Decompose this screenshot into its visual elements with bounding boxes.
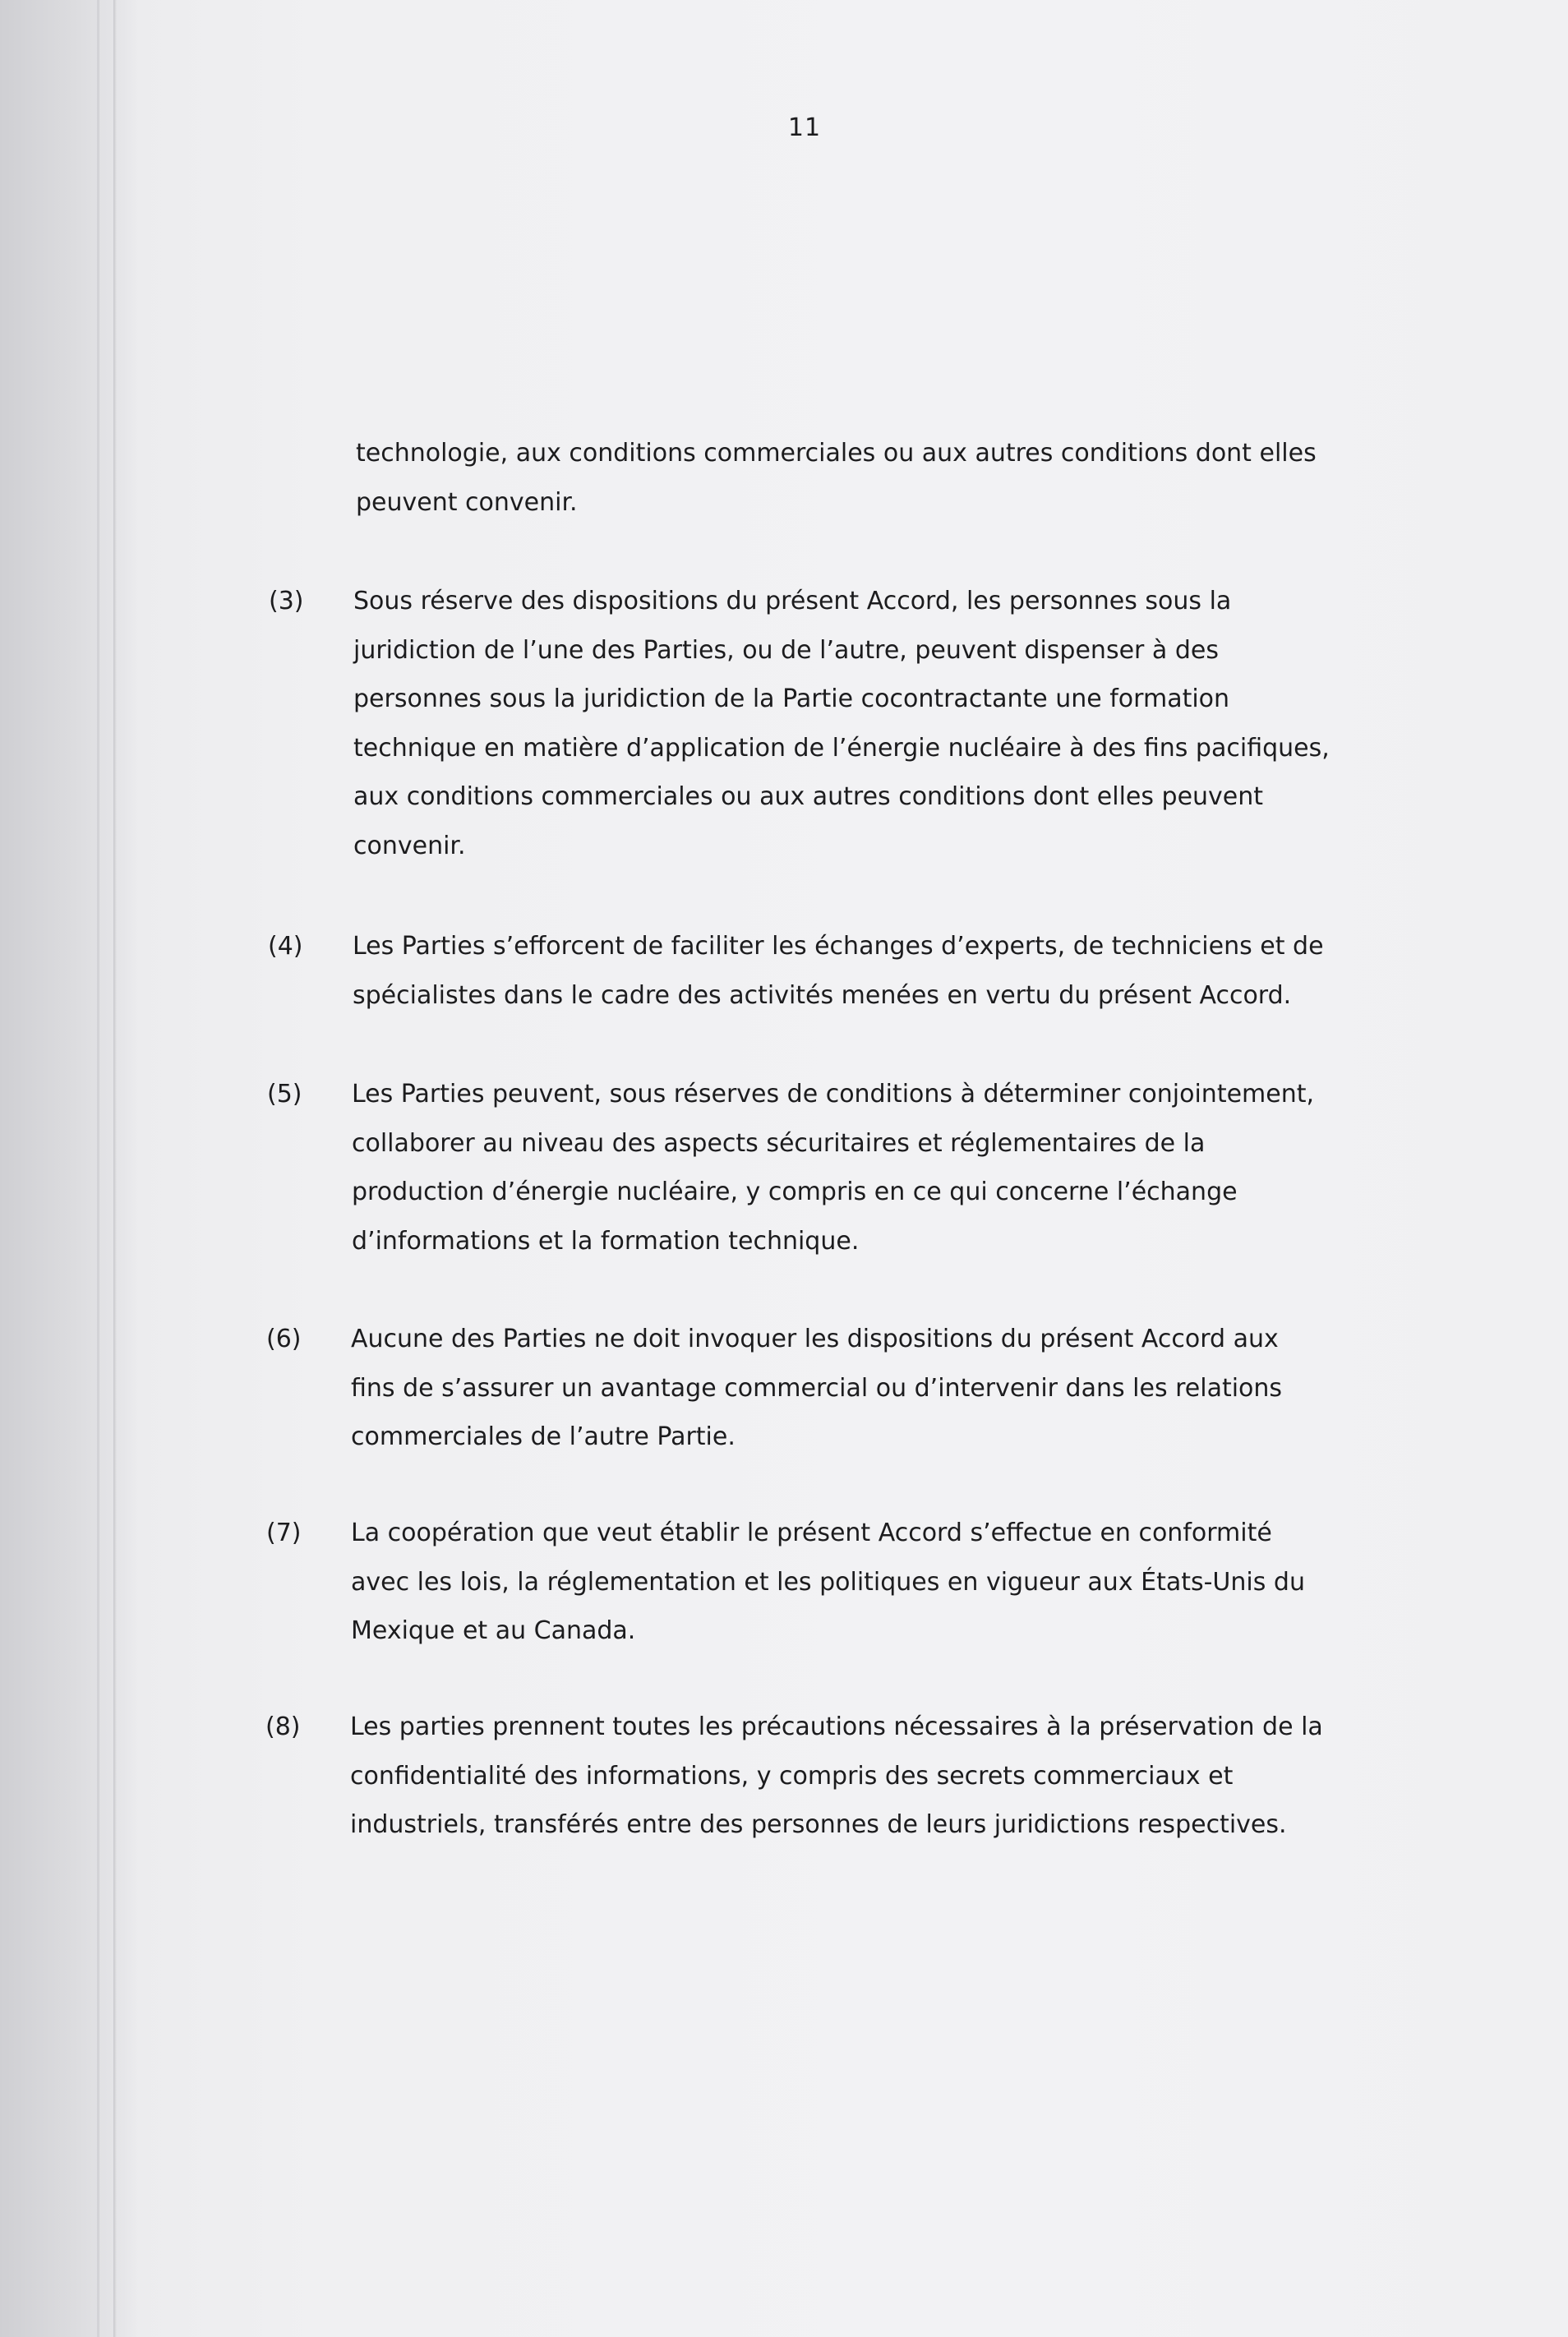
paragraph-body bbox=[352, 1070, 1412, 1265]
text-line: Mexique et au Canada. bbox=[351, 1616, 636, 1645]
text-line: La coopération que veut établir le présent Accord s’effectue en conformité bbox=[351, 1519, 1272, 1547]
text-line: collaborer au niveau des aspects sécuritaires et réglementaires de la bbox=[352, 1128, 1206, 1158]
text-line: juridiction de l’une des Parties, ou de l’autre, peuvent dispenser à des bbox=[353, 635, 1219, 665]
page-number: 11 bbox=[787, 113, 822, 142]
binding-fold-shadow bbox=[113, 0, 117, 2337]
text-line: peuvent convenir. bbox=[356, 487, 578, 517]
text-line: convenir. bbox=[353, 831, 466, 860]
paragraph-number: (7) bbox=[266, 1519, 302, 1547]
paragraph-number: (4) bbox=[268, 932, 303, 961]
text-line: fins de s’assurer un avantage commercial ou d’intervenir dans les relations bbox=[351, 1373, 1283, 1403]
paragraph-body bbox=[353, 922, 1413, 1020]
paragraph-body bbox=[356, 429, 1416, 527]
paragraph-number: (3) bbox=[269, 587, 304, 615]
text-line: d’informations et la formation technique. bbox=[352, 1226, 860, 1256]
text-line: aux conditions commerciales ou aux autres conditions dont elles peuvent bbox=[353, 782, 1264, 811]
text-line: Les parties prennent toutes les précautions nécessaires à la préservation de la bbox=[350, 1712, 1323, 1741]
binding-spine bbox=[0, 0, 140, 2337]
paragraph-number: (6) bbox=[266, 1325, 302, 1353]
text-line: personnes sous la juridiction de la Partie cocontractante une formation bbox=[353, 685, 1230, 713]
paragraph-body bbox=[351, 1315, 1411, 1462]
text-line: technique en matière d’application de l’énergie nucléaire à des fins pacifiques, bbox=[353, 733, 1330, 763]
paragraph-number: (8) bbox=[265, 1712, 301, 1741]
text-line: confidentialité des informations, y compris des secrets commerciaux et bbox=[350, 1761, 1234, 1791]
paragraph-body bbox=[350, 1703, 1410, 1850]
text-line: commerciales de l’autre Partie. bbox=[351, 1422, 736, 1451]
text-line: Les Parties s’efforcent de faciliter les échanges d’experts, de techniciens et de bbox=[353, 932, 1324, 961]
paragraph-body bbox=[353, 577, 1414, 870]
text-line: production d’énergie nucléaire, y compris en ce qui concerne l’échange bbox=[352, 1178, 1238, 1206]
text-line: industriels, transférés entre des personnes de leurs juridictions respectives. bbox=[350, 1810, 1287, 1839]
text-line: spécialistes dans le cadre des activités menées en vertu du présent Accord. bbox=[353, 980, 1292, 1010]
text-line: Les Parties peuvent, sous réserves de conditions à déterminer conjointement, bbox=[352, 1080, 1315, 1109]
binding-fold-line bbox=[97, 0, 99, 2337]
text-line: Aucune des Parties ne doit invoquer les dispositions du présent Accord aux bbox=[351, 1325, 1279, 1353]
text-line: technologie, aux conditions commerciales ou aux autres conditions dont elles bbox=[356, 439, 1317, 468]
paragraph-number: (5) bbox=[267, 1080, 302, 1109]
text-line: avec les lois, la réglementation et les politiques en vigueur aux États-Unis du bbox=[351, 1567, 1305, 1597]
paragraph-body bbox=[351, 1509, 1411, 1656]
text-line: Sous réserve des dispositions du présent Accord, les personnes sous la bbox=[353, 587, 1232, 615]
